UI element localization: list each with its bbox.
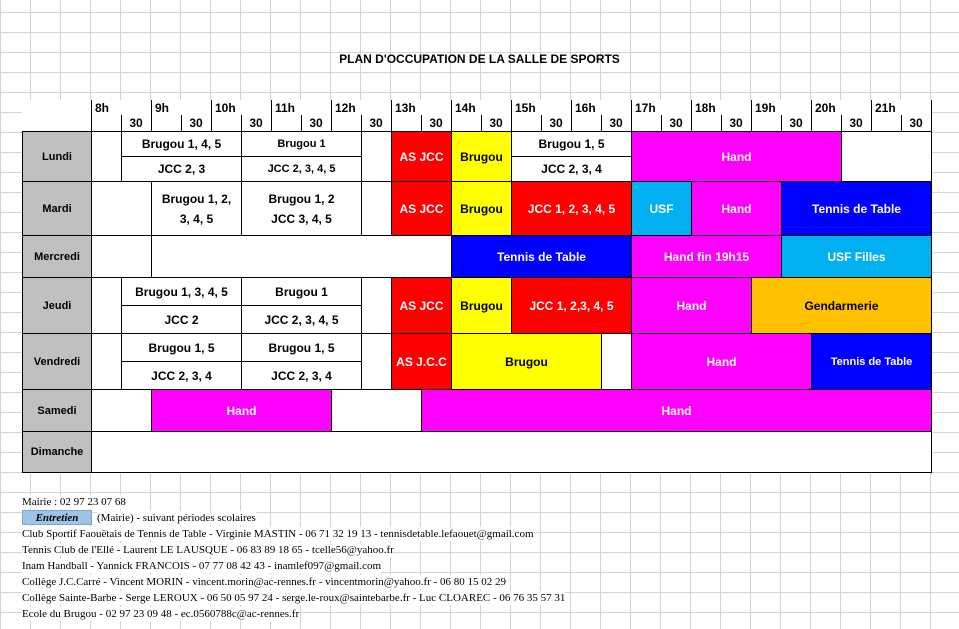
half-hour-label: 30 [182,116,210,130]
entretien-text: (Mairie) - suivant périodes scolaires [97,512,256,524]
slot-tennis-de-table: Tennis de Table [781,181,932,236]
slot-brugou: Brugou [451,181,512,236]
half-hour-label: 30 [422,116,450,130]
slot-brugou: Brugou 1 [241,131,362,157]
hour-label: 21h [872,101,930,115]
slot-gendarmerie: Gendarmerie [751,277,932,334]
empty-slot [91,235,152,278]
slot-tennis-de-table: Tennis de Table [451,235,632,278]
slot-tennis-de-table: Tennis de Table [811,333,932,390]
slot-brugou: Brugou [451,131,512,182]
empty-slot [361,181,392,236]
slot-jcc: JCC 2, 3, 4 [241,361,362,390]
hour-label: 10h [212,101,270,115]
slot-brugou: Brugou 1, 2, 3, 4, 5 [151,181,242,236]
slot-brugou: Brugou 1, 4, 5 [121,131,242,157]
slot-brugou: Brugou [451,277,512,334]
hour-label: 20h [812,101,870,115]
contact-ecole-brugou: Ecole du Brugou - 02 97 23 09 48 - ec.0560788c@ac-rennes.fr [22,608,300,620]
day-label-lundi: Lundi [22,131,92,182]
slot-hand: Hand [421,389,932,432]
empty-slot [361,131,392,182]
slot-jcc: JCC 2, 3, 4 [511,156,632,182]
slot-usf: USF [631,181,692,236]
slot-hand: Hand [631,333,812,390]
half-hour-label: 30 [302,116,330,130]
hour-label: 17h [632,101,690,115]
hour-label: 12h [332,101,390,115]
half-hour-label: 30 [362,116,390,130]
empty-slot [91,389,152,432]
empty-slot [841,131,932,182]
hour-label: 15h [512,101,570,115]
half-hour-label: 30 [662,116,690,130]
day-label-dimanche: Dimanche [22,431,92,473]
half-hour-label: 30 [722,116,750,130]
slot-jcc: JCC 2, 3, 4 [121,361,242,390]
day-label-mercredi: Mercredi [22,235,92,278]
slot-brugou: Brugou 1, 5 [511,131,632,157]
empty-slot [91,431,932,473]
empty-slot [361,277,392,334]
slot-brugou: Brugou [451,333,602,390]
mairie-contact: Mairie : 02 97 23 07 68 [22,496,126,508]
slot-jcc: JCC 2, 3 [121,156,242,182]
half-hour-label: 30 [542,116,570,130]
slot-hand: Hand fin 19h15 [631,235,782,278]
slot-jcc: JCC 2 [121,305,242,334]
half-hour-label: 30 [782,116,810,130]
slot-as-jcc: AS JCC [391,131,452,182]
entretien-tag: Entretien [22,510,92,525]
empty-slot [91,131,122,182]
day-label-samedi: Samedi [22,389,92,432]
empty-slot [151,235,452,278]
hour-label: 11h [272,101,330,115]
contact-handball: Inam Handball - Yannick FRANCOIS - 07 77 08 42 43 - inamlef097@gmail.com [22,560,382,572]
slot-brugou: Brugou 1, 5 [241,333,362,362]
empty-slot [331,389,422,432]
half-hour-label: 30 [842,116,870,130]
slot-hand: Hand [151,389,332,432]
page-title: PLAN D'OCCUPATION DE LA SALLE DE SPORTS [339,52,620,66]
half-hour-label: 30 [902,116,930,130]
empty-slot [91,333,122,390]
contact-tennis-club: Tennis Club de l'Ellé - Laurent LE LAUSQUE - 06 83 89 18 65 - tcelle56@yahoo.fr [22,544,394,556]
contact-college-sainte-barbe: Collège Sainte-Barbe - Serge LEROUX - 06 50 05 97 24 - serge.le-roux@saintebarbe.fr - Luc CLOAREC - 06 76 35 57 31 [22,592,566,604]
slot-brugou: Brugou 1, 3, 4, 5 [121,277,242,306]
end-tick [931,100,932,131]
contact-college-jc-carre: Collège J.C.Carré - Vincent MORIN - vincent.morin@ac-rennes.fr - vincentmorin@yahoo.fr - 06 80 15 02 29 [22,576,507,588]
half-hour-label: 30 [482,116,510,130]
slot-brugou-jcc: Brugou 1, 2 JCC 3, 4, 5 [241,181,362,236]
empty-slot [91,277,122,334]
hour-label: 14h [452,101,510,115]
hour-label: 8h [92,101,150,115]
slot-as-jcc: AS JCC [391,181,452,236]
contact-tennis-de-table: Club Sportif Faouëtais de Tennis de Table - Virginie MASTIN - 06 71 32 19 13 - tennisdetable.lefaouet@gmail.com [22,528,534,540]
slot-brugou: Brugou 1 [241,277,362,306]
half-hour-label: 30 [122,116,150,130]
slot-hand: Hand [631,277,752,334]
slot-usf-filles: USF Filles [781,235,932,278]
slot-as-jcc: AS J.C.C [391,333,452,390]
half-hour-label: 30 [242,116,270,130]
empty-slot [601,333,632,390]
empty-slot [91,181,152,236]
slot-hand: Hand [691,181,782,236]
day-label-jeudi: Jeudi [22,277,92,334]
hour-label: 16h [572,101,630,115]
empty-slot [361,333,392,390]
hour-label: 13h [392,101,450,115]
hour-label: 18h [692,101,750,115]
day-label-mardi: Mardi [22,181,92,236]
slot-brugou: Brugou 1, 5 [121,333,242,362]
slot-hand: Hand [631,131,842,182]
slot-jcc: JCC 2, 3, 4, 5 [241,305,362,334]
slot-jcc: JCC 1, 2,3, 4, 5 [511,277,632,334]
slot-jcc: JCC 2, 3, 4, 5 [241,156,362,182]
hour-label: 9h [152,101,210,115]
slot-jcc: JCC 1, 2, 3, 4, 5 [511,181,632,236]
day-label-vendredi: Vendredi [22,333,92,390]
slot-as-jcc: AS JCC [391,277,452,334]
hour-label: 19h [752,101,810,115]
half-hour-label: 30 [602,116,630,130]
